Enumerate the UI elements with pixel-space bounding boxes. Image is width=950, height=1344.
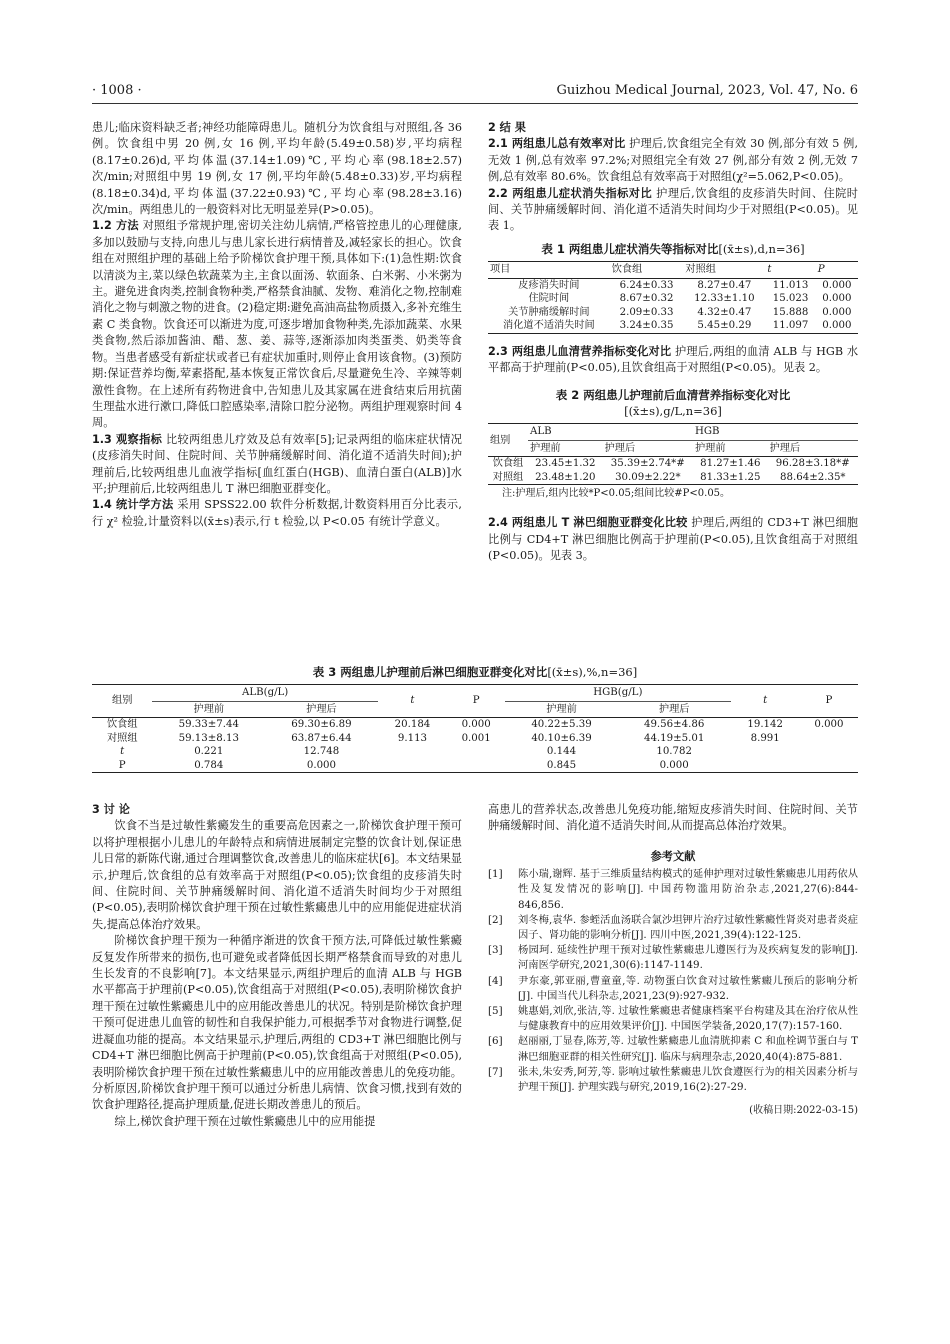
table-header: 组别 xyxy=(488,424,528,457)
section-heading: 1.2 方法 xyxy=(92,219,139,233)
reference-item: [1] 陈小瑞,谢辉. 基于三维质量结构模式的延伸护理对过敏性紫癜患儿用药依从性及复发情况的影响[J]. 中国药物滥用防治杂志,2021,27(6):844-846,856. xyxy=(488,868,858,911)
references-title: 参考文献 xyxy=(650,849,696,863)
table1-title: 表 1 两组患儿症状消失等指标对比[(x̄±s),d,n=36] xyxy=(541,241,805,256)
table-header: P xyxy=(447,685,505,718)
paragraph: 2.1 两组患儿总有效率对比 护理后,饮食组完全有效 30 例,部分有效 5 例,无效 1 例,总有效率 97.2%;对照组完全有效 27 例,部分有效 2 例,无效 7 例,总有效率 80.6%。饮食组总有效率高于对照组(χ²=5.062,P<0.05)。 xyxy=(488,137,858,184)
paragraph: 2.4 两组患儿 T 淋巴细胞亚群变化比较 护理后,两组的 CD3+T 淋巴细胞比例与 CD4+T 淋巴细胞比例高于护理前(P<0.05),且饮食组高于对照组(P<0.05)。见表 3。 xyxy=(488,516,858,563)
page-number: · 1008 · xyxy=(92,82,142,98)
paragraph: 1.4 统计学方法 采用 SPSS22.00 软件分析数据,计数资料用百分比表示,行 χ² 检验,计量资料以(x̄±s)表示,行 t 检验,以 P<0.05 有统计学意义。 xyxy=(92,498,462,528)
reference-item: [3] 杨园珂. 延续性护理干预对过敏性紫癜患儿遵医行为及疾病复发的影响[J]. 河南医学研究,2021,30(6):1147-1149. xyxy=(488,944,858,972)
table-row: 消化道不适消失时间 3.24±0.35 5.45±0.29 11.097 0.000 xyxy=(488,319,858,333)
table3-title: 表 3 两组患儿护理前后淋巴细胞亚群变化对比[(x̄±s),%,n=36] xyxy=(312,665,638,679)
section-heading: 3 讨 论 xyxy=(92,803,130,816)
table-row: 关节肿痛缓解时间 2.09±0.33 4.32±0.47 15.888 0.000 xyxy=(508,306,852,318)
paragraph: 1.3 观察指标 比较两组患儿疗效及总有效率[5];记录两组的临床症状情况(皮疹消失时间、住院时间、关节肿痛缓解时间、消化道不适消失时间);护理前后,比较两组患儿血液学指标[血红蛋白(HGB)、血清白蛋白(ALB)]水平;护理前后,比较两组患儿 T 淋巴细胞亚群变化。 xyxy=(92,432,462,495)
table-header: 护理前 xyxy=(152,701,265,718)
section-heading: 1.3 观察指标 xyxy=(92,432,163,446)
table-row: 饮食组 59.33±7.44 69.30±6.89 20.184 0.000 40.22±5.39 49.56±4.86 19.142 0.000 xyxy=(106,719,844,730)
reference-item: [5] 姚惠娟,刘欣,张洁,等. 过敏性紫癜患者健康档案平台构建及其在治疗依从性与健康教育中的应用效果评价[J]. 中国医学装备,2020,17(7):157-160. xyxy=(488,1005,858,1033)
table-header: 护理前 xyxy=(505,701,618,718)
table-header: 护理前 xyxy=(528,440,603,457)
paragraph: 1.2 方法 对照组予常规护理,密切关注幼儿病情,严格管控患儿的心理健康,多加以鼓励与支持,向患儿与患儿家长进行病情普及,减轻家长的担心。饮食组在对照组护理的基础上给予阶梯饮食护理干预,具体如下:(1)急性期:饮食以清淡为主,菜以绿色软蔬菜为主,主食以面汤、软面条、白米粥、小米粥为主。避免进食肉类,控制食物种类,严格禁食油腻、发物、难消化之物,控制难消化之物与刺激之物的进食。(2)稳定期:避免高油高盐物质摄入,多补充维生素 C 类食物。饮食还可以渐进为度,可逐步增加食物种类,先添加蔬菜、水果类食物,然后添加酱油、醋、葱、姜、蒜等,逐渐添加肉类蛋类、奶类等食物。当患者感受有新症状或者已有症状加重时,则停止食用该食物。(3)预防期:保证营养均衡,荤素搭配,基本恢复正常饮食后,尽量避免生冷、辛辣等刺激性食物。在上述所有药物进食中,告知患儿及其家属在进食结束后用抗菌生理盐水进行漱口,降低口腔感染率,清除口腔分泌物。两组护理观察时间 4 周。 xyxy=(92,219,462,430)
running-head xyxy=(92,80,858,100)
reference-item: [2] 刘冬梅,袁华. 参蛭活血汤联合氯沙坦钾片治疗过敏性紫癜性肾炎对患者炎症因子、肾功能的影响分析[J]. 四川中医,2021,39(4):122-125. xyxy=(488,913,858,942)
table-header: 护理后 xyxy=(768,440,858,457)
paragraph: 患儿;临床资料缺乏者;神经功能障碍患儿。随机分为饮食组与对照组,各 36 例。饮食组中男 20 例,女 16 例,平均年龄(5.49±0.58)岁,平均病程(8.17±0.26)d,平均体温(37.14±1.09)℃,平均心率(98.18±2.57)次/min;对照组中男 19 例,女 17 例,平均年龄(5.48±0.33)岁,平均病程(8.18±0.34)d,平均体温(37.22±0.93)℃,平均心率(98.28±3.16)次/min。两组患儿的一般资料对比无明显差异(P>0.05)。 xyxy=(92,121,462,217)
received-date: (收稿日期:2022-03-15) xyxy=(749,1105,858,1117)
table-header: 护理后 xyxy=(265,701,378,718)
table-header: P xyxy=(800,685,858,718)
reference-item: [7] 张未,朱安秀,阿芳,等. 影响过敏性紫癜患儿饮食遵医行为的相关因素分析与护理干预[J]. 护理实践与研究,2019,16(2):27-29. xyxy=(488,1065,858,1094)
section-heading: 1.4 统计学方法 xyxy=(92,498,174,512)
reference-item: [4] 尹东豪,郭亚丽,曹童童,等. 动物蛋白饮食对过敏性紫癜儿预后的影响分析[J]. 中国当代儿科杂志,2021,23(9):927-932. xyxy=(488,974,858,1002)
paragraph: 2.2 两组患儿症状消失指标对比 护理后,饮食组的皮疹消失时间、住院时间、关节肿痛缓解时间、消化道不适消失时间均少于对照组(P<0.05)。见表 1。 xyxy=(488,186,858,233)
subsection-heading: 2.3 两组患儿血清营养指标变化对比 xyxy=(488,344,672,358)
table-note: 注:护理后,组内比较*P<0.05;组间比较#P<0.05。 xyxy=(502,488,731,500)
table-row: 住院时间 8.67±0.32 12.33±1.10 15.023 0.000 xyxy=(528,293,852,305)
table-header: 项目 xyxy=(488,262,610,279)
table-header: 护理前 xyxy=(693,440,768,457)
discussion-column xyxy=(92,802,462,1130)
table2-title: 表 2 两组患儿护理前后血清营养指标变化对比 [(x̄±s),g/L,n=36] xyxy=(555,387,791,418)
paragraph: 2.3 两组患儿血清营养指标变化对比 护理后,两组的血清 ALB 与 HGB 水平都高于护理前(P<0.05),且饮食组高于对照组(P<0.05)。见表 2。 xyxy=(488,344,859,375)
table-row: 饮食组 23.45±1.32 35.39±2.74*# 81.27±1.46 96.28±3.18*# xyxy=(492,458,850,470)
subsection-heading: 2.1 两组患儿总有效率对比 xyxy=(488,137,626,151)
references-column xyxy=(488,802,858,1120)
table-header: 对照组 xyxy=(683,262,765,279)
paragraph: 高患儿的营养状态,改善患儿免疫功能,缩短皮疹消失时间、住院时间、关节肿痛缓解时间、消化道不适消失时间,从而提高总体治疗效果。 xyxy=(488,803,858,833)
paragraph: 综上,梯饮食护理干预在过敏性紫癜患儿中的应用能提 xyxy=(114,1114,376,1128)
paragraph: 阶梯饮食护理干预为一种循序渐进的饮食干预方法,可降低过敏性紫癜反复发作所带来的损伤,也可避免或者降低因长期严格禁食而导致的对患儿生长发育的不良影响[7]。本文结果显示,两组护理后的血清 ALB 与 HGB 水平都高于护理前(P<0.05),饮食组高于对照组(P<0.05),表明阶梯饮食护理干预在过敏性紫癜患儿中的应用能改善患儿的状况。特别是阶梯饮食护理干预可促进患儿血管的韧性和自我保护能力,可根据季节对食物进行调整,促进凝血功能的提高。本文结果显示,护理后,两组的 CD3+T 淋巴细胞比例与 CD4+T 淋巴细胞比例高于护理前(P<0.05),饮食组高于对照组(P<0.05),表明阶梯饮食护理干预在过敏性紫癜患儿中的应用能改善患儿的免疫功能。分析原因,阶梯饮食护理干预可以通过分析患儿病情、饮食习惯,找到有效的饮食护理路径,提高护理质量,促进长期改善患儿的预后。 xyxy=(92,934,462,1112)
reference-item: [6] 赵丽丽,丁显春,陈芳,等. 过敏性紫癜患儿血清胱抑素 C 和血栓调节蛋白与 T 淋巴细胞亚群的相关性研究[J]. 临床与病理杂志,2020,40(4):875-881. xyxy=(488,1035,858,1063)
table-row: t 0.221 12.748 0.144 10.782 xyxy=(120,746,692,757)
table-header: 护理后 xyxy=(618,701,731,718)
table-1 xyxy=(488,261,858,334)
section-heading: 2 结 果 xyxy=(488,121,526,134)
table-header: t xyxy=(378,685,447,718)
table-header: ALB(g/L) xyxy=(152,685,377,702)
table-3 xyxy=(92,684,858,773)
table3-block xyxy=(92,664,858,773)
table-header: 组别 xyxy=(92,685,152,718)
paragraph: 饮食不当是过敏性紫癜发生的重要高危因素之一,阶梯饮食护理干预可以将护理根据小儿患儿的年龄特点和病情进展制定完整的饮食计划,保证患儿日常的新陈代谢,通过合理调整饮食,改善患儿的临床症状[6]。本文结果显示,护理后,饮食组的总有效率高于对照组(P<0.05);饮食组的皮疹消失时间、住院时间、关节肿痛缓解时间、消化道不适消失时间均少于对照组(P<0.05),表明阶梯饮食护理干预在过敏性紫癜患儿中的应用能促进症状消失,提高总体治疗效果。 xyxy=(92,819,462,931)
table-header: t xyxy=(731,685,800,718)
left-column xyxy=(92,120,462,530)
table-row: 皮疹消失时间 6.24±0.33 8.27±0.47 11.013 0.000 xyxy=(518,279,852,291)
table-row: 对照组 59.13±8.13 63.87±6.44 9.113 0.001 40.10±6.39 44.19±5.01 8.991 xyxy=(106,732,780,744)
header-rule xyxy=(92,103,858,104)
table-header: ALB xyxy=(528,424,693,441)
subsection-heading: 2.2 两组患儿症状消失指标对比 xyxy=(488,186,653,200)
reference-list xyxy=(488,867,858,1095)
table-row: 对照组 23.48±1.20 30.09±2.22* 81.33±1.25 88.64±2.35* xyxy=(488,471,858,485)
table-header: HGB(g/L) xyxy=(505,685,730,702)
subsection-heading: 2.4 两组患儿 T 淋巴细胞亚群变化比较 xyxy=(488,516,688,530)
journal-citation: Guizhou Medical Journal, 2023, Vol. 47, No. 6 xyxy=(556,82,858,98)
right-column xyxy=(488,120,858,565)
table-header: t xyxy=(765,262,815,279)
table-row: P 0.784 0.000 0.845 0.000 xyxy=(92,759,858,773)
table-header: HGB xyxy=(693,424,858,441)
table-header: 护理后 xyxy=(603,440,693,457)
table-2 xyxy=(488,423,858,485)
table-header: 饮食组 xyxy=(610,262,684,279)
table-header: P xyxy=(816,262,858,279)
